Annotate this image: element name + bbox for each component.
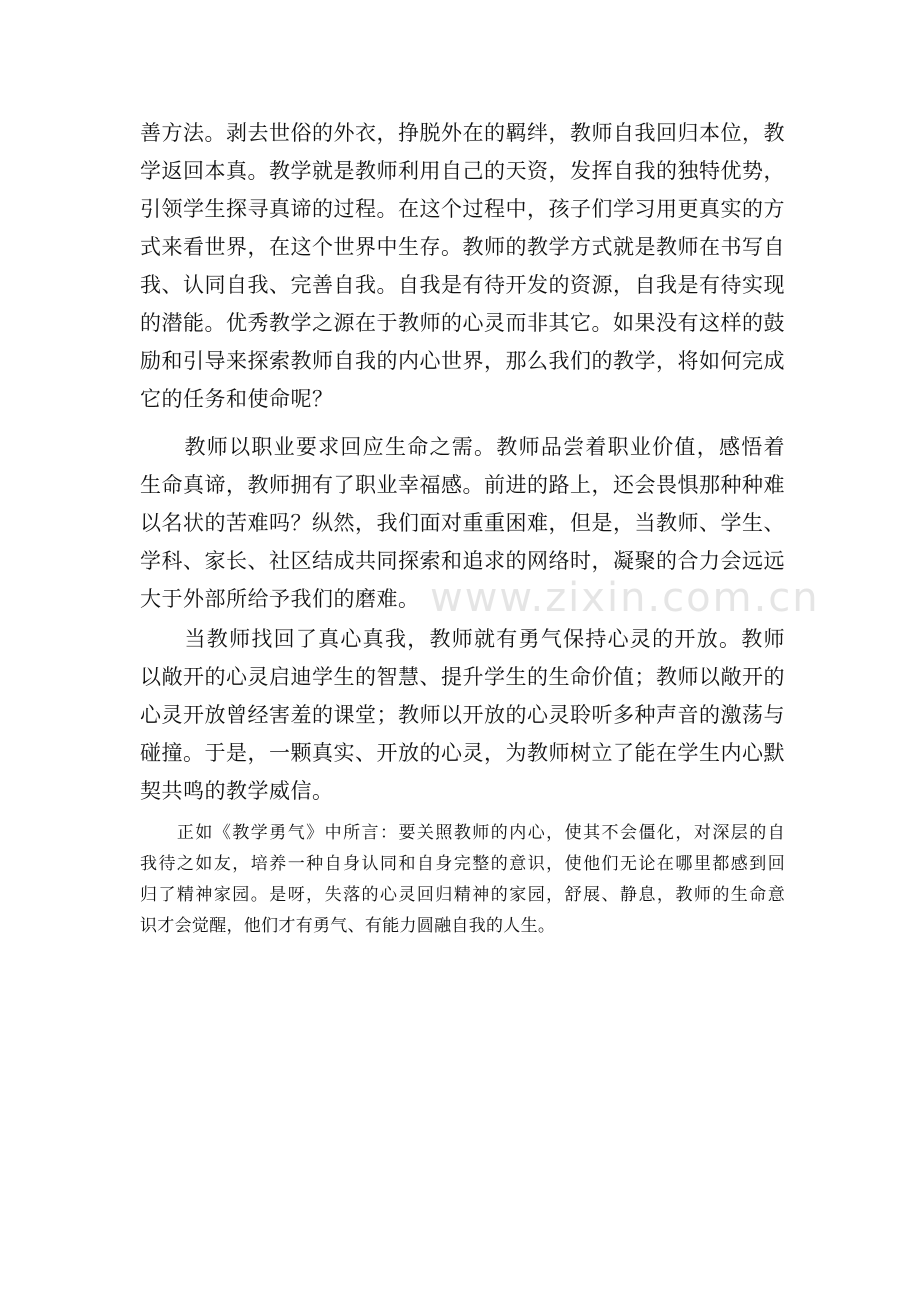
text-line: 心灵开放曾经害羞的课堂；教师以开放的心灵聆听多种声音的激荡与 [140, 703, 785, 727]
text-line: 正如《教学勇气》中所言：要关照教师的内心，使其不会僵化，对深层的自 [140, 823, 785, 843]
text-line: 学科、家长、社区结成共同探索和追求的网络时，凝聚的合力会远远 [140, 549, 785, 573]
text-line: 以名状的苦难吗？纵然，我们面对重重困难，但是，当教师、学生、 [140, 511, 785, 535]
text-line: 归了精神家园。是呀，失落的心灵回归精神的家园，舒展、静息，教师的生命意 [140, 885, 785, 905]
text-line: 以敞开的心灵启迪学生的智慧、提升学生的生命价值；教师以敞开的 [140, 665, 785, 689]
text-line: 学返回本真。教学就是教师利用自己的天资，发挥自我的独特优势， [140, 159, 785, 183]
text-line: 它的任务和使命呢？ [140, 387, 334, 411]
paragraph-4 [140, 818, 785, 942]
text-line: 式来看世界，在这个世界中生存。教师的教学方式就是教师在书写自 [140, 235, 785, 259]
watermark: www.zixin.com.cn [430, 575, 820, 621]
text-line: 励和引导来探索教师自我的内心世界，那么我们的教学，将如何完成 [140, 349, 785, 373]
text-line: 碰撞。于是，一颗真实、开放的心灵，为教师树立了能在学生内心默 [140, 741, 785, 765]
text-line: 我待之如友，培养一种自身认同和自身完整的意识，使他们无论在哪里都感到回 [140, 854, 785, 874]
text-line: 我、认同自我、完善自我。自我是有待开发的资源，自我是有待实现 [140, 273, 785, 297]
text-line: 生命真谛，教师拥有了职业幸福感。前进的路上，还会畏惧那种种难 [140, 473, 785, 497]
text-line: 教师以职业要求回应生命之需。教师品尝着职业价值，感悟着 [140, 435, 785, 459]
paragraph-3 [140, 620, 785, 810]
text-line: 契共鸣的教学威信。 [140, 779, 334, 803]
text-line: 大于外部所给予我们的磨难。 [140, 587, 420, 611]
text-line: 引领学生探寻真谛的过程。在这个过程中，孩子们学习用更真实的方 [140, 197, 785, 221]
text-line: 的潜能。优秀教学之源在于教师的心灵而非其它。如果没有这样的鼓 [140, 311, 785, 335]
paragraph-1 [140, 114, 785, 418]
text-line: 识才会觉醒，他们才有勇气、有能力圆融自我的人生。 [140, 916, 556, 936]
text-line: 当教师找回了真心真我，教师就有勇气保持心灵的开放。教师 [140, 627, 785, 651]
text-line: 善方法。剥去世俗的外衣，挣脱外在的羁绊，教师自我回归本位，教 [140, 121, 785, 145]
paragraph-2 [140, 428, 785, 618]
